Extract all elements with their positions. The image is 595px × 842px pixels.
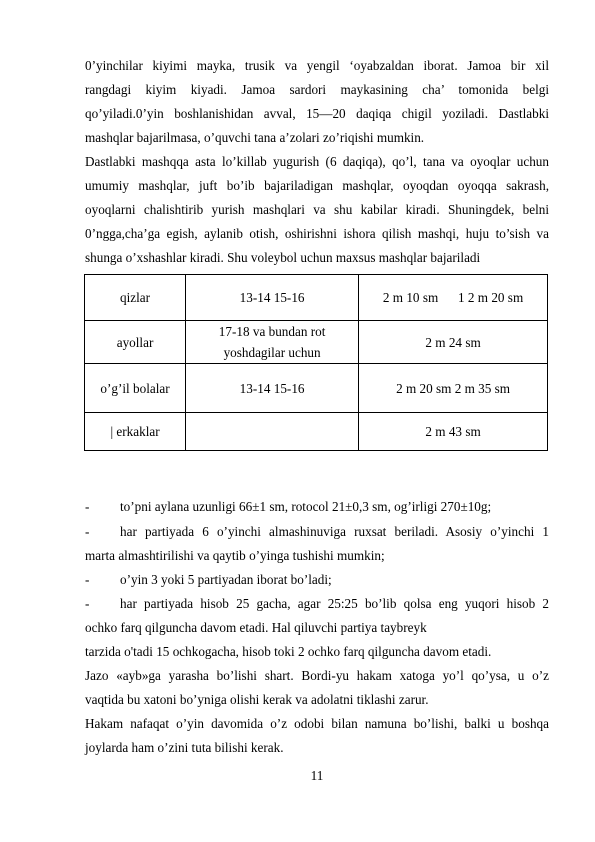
list-item-text: to’pni aylana uzunligi 66±1 sm, rotocol 21±0,3 sm, og’irligi 270±10g; xyxy=(120,499,492,514)
paragraph3-line: Jazo «ayb»ga yarasha bo’lishi shart. Bordi-yu hakam xatoga yo’l qo’ysa, u o’z xyxy=(85,668,549,683)
paragraph2-line: oyoqlarni chalishtirib yurish mashqlari va shu kabilar kiradi. Shuningdek, belni xyxy=(85,202,549,217)
paragraph1-line: 0’yinchilar kiyimi mayka, trusik va yengil ‘oyabzaldan iborat. Jamoa bir xil xyxy=(85,58,549,73)
list-item-text: har partiyada hisob 25 gacha, agar 25:25 bo’lib qolsa eng yuqori hisob 2 xyxy=(120,596,549,611)
table-cell-group: | erkaklar xyxy=(85,413,186,451)
table-row xyxy=(85,321,548,364)
table-row xyxy=(85,364,548,413)
net-height-table xyxy=(84,274,548,451)
table-cell-group: o’g’il bolalar xyxy=(85,364,186,413)
paragraph1-line: mashqlar bajarilmasa, o’quvchi tana a’zolari zo’riqishi mumkin. xyxy=(85,130,425,145)
paragraph2-line: umumiy mashqlar, juft bo’ib bajariladigan mashqlar, oyoqdan oyoqqa sakrash, xyxy=(85,178,549,193)
list-dash: - xyxy=(85,524,90,539)
table-cell-height: 2 m 10 sm 1 2 m 20 sm xyxy=(359,275,548,321)
table-cell-age: 13-14 15-16 xyxy=(186,364,359,413)
list-item-text: ochko farq qilguncha davom etadi. Hal qiluvchi partiya taybreyk xyxy=(85,620,427,635)
table-cell-height: 2 m 43 sm xyxy=(359,413,548,451)
paragraph1-line: rangdagi kiyim kiyadi. Jamoa sardori maykasining cha’ tomonida belgi xyxy=(85,82,549,97)
paragraph3-line: Hakam nafaqat o’yin davomida o’z odobi bilan namuna bo’lishi, balki u boshqa xyxy=(85,716,549,731)
paragraph2-line: Dastlabki mashqqa asta lo’killab yugurish (6 daqiqa), qo’l, tana va oyoqlar uchun xyxy=(85,154,549,169)
page-number: 11 xyxy=(310,768,324,783)
list-item-text: o’yin 3 yoki 5 partiyadan iborat bo’ladi; xyxy=(120,572,332,587)
list-dash: - xyxy=(85,572,90,587)
paragraph3-line: vaqtida bu xatoni bo’yniga olishi kerak va adolatni tiklashi zarur. xyxy=(85,692,429,707)
paragraph3-line: tarzida o'tadi 15 ochkogacha, hisob toki 2 ochko farq qilguncha davom etadi. xyxy=(85,644,492,659)
paragraph1-line: qo’yiladi.0’yin boshlanishidan avval, 15—20 daqiqa chigil yoziladi. Dastlabki xyxy=(85,106,549,121)
list-dash: - xyxy=(85,499,90,514)
table-cell-age xyxy=(186,413,359,451)
paragraph2-line: 0’ngga,cha’ga egish, aylanib otish, oshirishni ishora qilish mashqi, huju to’sish va xyxy=(85,226,549,241)
table-cell-group: ayollar xyxy=(85,321,186,364)
table-cell-height: 2 m 24 sm xyxy=(359,321,548,364)
table-cell-age: 17-18 va bundan rot yoshdagilar uchun xyxy=(186,321,359,364)
table-row xyxy=(85,275,548,321)
paragraph3-line: joylarda ham o’zini tuta bilishi kerak. xyxy=(85,740,284,755)
table-row xyxy=(85,413,548,451)
paragraph2-line: shunga o’xshashlar kiradi. Shu voleybol uchun maxsus mashqlar bajariladi xyxy=(85,250,481,265)
list-item-text: marta almashtirilishi va qaytib o’yinga tushishi mumkin; xyxy=(85,548,385,563)
table-cell-age: 13-14 15-16 xyxy=(186,275,359,321)
table-cell-height: 2 m 20 sm 2 m 35 sm xyxy=(359,364,548,413)
list-item-text: har partiyada 6 o’yinchi almashinuviga ruxsat beriladi. Asosiy o’yinchi 1 xyxy=(120,524,549,539)
table-cell-group: qizlar xyxy=(85,275,186,321)
list-dash: - xyxy=(85,596,90,611)
